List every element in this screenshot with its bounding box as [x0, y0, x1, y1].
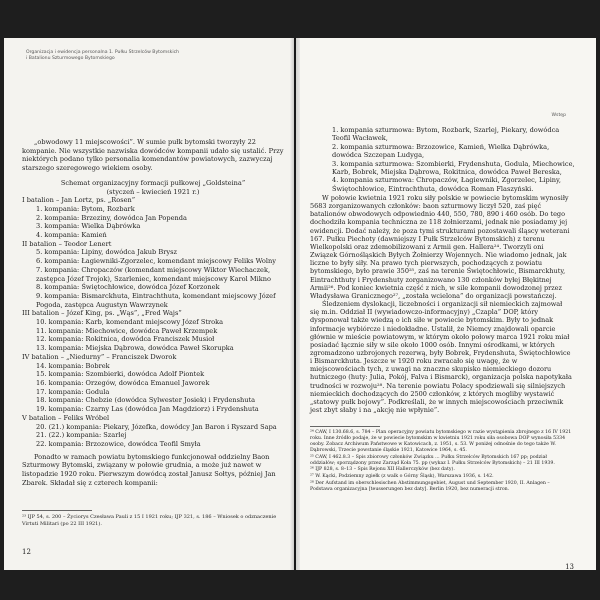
company-entry: 19. kompania: Czarny Las (dowódca Jan Magdziorz) i Frydenshuta: [36, 405, 259, 414]
company-entry: 10. kompania: Karb, komendant miejscowy Józef Stroka: [36, 318, 224, 327]
body-paragraph: Śledzeniem dyslokacji, liczebności i organizacji sił niemieckich zajmował się m.in. Oddział II (wywiadowczo-informacyjny) „Czapla” DOP, który dysponował także wiedzą o ich siłe w powiecie bytomskim. Były to jednak informacje wybiórcze i niedokładne. Ustalił, że Niemcy znajdowali oparcie głównie w mieście powiatowym, w którym około połowy marca 1921 roku miał posiadać łącznie siły w sile około 1000 osób. Innymi ośrodkami, w których zgromadzono uzbrojonych rezerwą, były Bobrek, Frydenshuta, Świętochłowice i Bismarckhuta. Jeszcze w 1920 roku zwracało się uwagę, że w miejscowościach tych, z uwagi na znaczne skupisko niemieckiego dozoru hutniczego (huty: Julia, Pokój, Falva i Bismarck), organizacja polska napotykała trudności w rozwoju²⁸. Na terenie powiatu Polacy spodziewali się silniejszych niemieckich dochodzących do 2500 członków, z których mogliby wystawić „statowy pułk bojowy”. Podkreślali, że w innych miejscowościach przeciwnik jest zbyt słaby i na „akcję nie wpłynie”.: [310, 300, 572, 415]
company-entry: 1. kompania: Bytom, Rozbark: [36, 204, 135, 213]
company-entry: 11. kompania: Miechowice, dowódca Paweł Krzempek: [36, 326, 218, 335]
footnote: ²⁵ CAW, I 462.8.3 – Spis zbiorowy członków Związku ... Pułku Strzelców Bytomskich 167 pp; podział oddziałów; sporządzony przez Zarząd Koła 75. pp (wykaz I. Pułku Strzelców Bytomskich) – 21 III 1939.: [310, 454, 555, 466]
company-entry: 8. kompania: Świętochłowice, dowódca Józef Korzonek: [36, 283, 220, 292]
footnote: ²⁸ Der Aufstand im oberschlesischen Abstimmungsgebiet, August und September 1920, II. Anlagen – Podstawa organizacyjna [teusserungen bez daty]. Berlin 1920, bez numeracji stron.: [310, 481, 550, 493]
running-head-line: i Batalionu Szturmowego Bytomskiego: [26, 56, 115, 61]
battalion-entry: V batalion – Feliks Wróbel: [22, 413, 110, 422]
company-entry: 22. kompania: Brzozowice, dowódca Teofil Smyła: [36, 439, 201, 448]
company-entry: 15. kompania: Szombierki, dowódca Adolf Piontek: [36, 370, 205, 379]
running-head-line: Organizacja i ewidencja personalna 1. Pułku Strzelców Bytomskich: [26, 50, 180, 55]
assault-company-list: [320, 126, 576, 193]
company-entry: 14. kompania: Bobrek: [36, 361, 110, 370]
page-number-left: 12: [22, 548, 31, 556]
company-entry: 21. (22.) kompania: Szarlej: [36, 431, 127, 440]
company-entry: 1. kompania szturmowa: Bytom, Rozbark, Szarlej, Piekary, dowódca Teofil Wacławek,: [332, 126, 560, 143]
company-entry: 3. kompania szturmowa: Szombierki, Frydenshuta, Godula, Miechowice, Karb, Bobrek, Miejska Dąbrowa, Rokitnica, dowódca Paweł Bereska,: [332, 159, 575, 177]
running-head-left: [26, 50, 179, 62]
footnotes-right: [310, 430, 572, 494]
page-number-right: 13: [565, 563, 574, 570]
footnote: ²⁶ IJP 828, s. 8–13 – Spis Rejonu XII Hallerczyków (bez daty).: [310, 467, 455, 473]
left-main-text: [22, 138, 284, 487]
company-entry: 18. kompania: Chebzie (dowódca Sylwester Josiek) i Frydenshuta: [36, 396, 256, 405]
company-entry: 5. kompania: Lipiny, dowódca Jakub Brysz: [36, 248, 177, 257]
right-main-text: [310, 194, 572, 414]
footnote-left: ²³ IJP 54, s. 200 – Życiorys Czesława Pauli z 15 I 1921 roku; IJP 321, s. 186 – Wniosek o odznaczenie Virtuti Militari (po 22 III 1921).: [22, 514, 277, 527]
schema-list: [22, 196, 284, 448]
company-entry: 4. kompania szturmowa: Chropaczów, Łagiewniki, Zgorzelec, Lipiny, Świętochłowice, Eintrachthuta, dowódca Roman Flaszyński.: [332, 176, 561, 193]
body-paragraph: W połowie kwietnia 1921 roku siły polskie w powiecie bytomskim wynosiły 5683 zorganizowanych członków: baon szturmowy liczył 520, zaś pięć batalionów obwodowych odpowiednio 440, 550, 780, 890 i 460 osób. Do tego dochodziła kompania techniczna ze 118 żołnierzami, jednak nie posiadamy jej ewidencji. Dodać należy, że poza tymi strukturami pozostawali śląscy weterani 167. Pułku Piechoty (dawniejszy I Pułk Strzelców Bytomskich) z terenu Wielkopolski oraz zdemobilizowani z Armii gen. Hallera²⁴. Tworzyli oni Związek Górnośląskich Byłych Żołnierzy Wojennych. Nie wiadomo jednak, jak liczne to były siły. Na prawo tych pierwszych, pochodzących z powiatu bytomskiego, było prawie 350²⁵, zaś na terenie Świętochłowic, Bismarckhuty, Eintrachthuty i Frydenshuty zorganizowano 130 członków byłej Błękitnej Armii²⁶. Pod koniec kwietnia część z nich, w sile kompanii dowodzonej przez Władysława Granicznego²⁷, „została wcielona” do organizacji powstańczej.: [310, 194, 570, 300]
right-page: [296, 38, 596, 570]
company-entry: 3. kompania: Wielka Dąbrówka: [36, 222, 141, 231]
footnote: ²⁴ CAW, I 130.68.6, s. 784 – Plan operacyjny powiatu bytomskiego w razie wystąpienia zbrojnego z 16 IV 1921 roku. Inne źródło podaje, że w powiecie bytomskim w kwietniu 1921 roku siła osobowa DOP wynosiła 5334 osoby. Zobacz Archiwum Państwowe w Katowicach, z. 1951, s. 53. W poniżej odnośnie do tego także W. Dąbrowski, Trzecie powstanie śląskie 1921, Katowice 1964, s. 45.: [310, 430, 572, 453]
footnote-rule: [22, 510, 92, 511]
footnote: ²⁷ W. Kącki, Podziemny zgiełk (z walk o Górny Śląsk), Warszawa 1936, s. 142.: [310, 474, 494, 480]
company-entry: 6. kompania: Łagiewniki-Zgorzelec, komendant miejscowy Feliks Wolny: [36, 257, 276, 266]
left-page: [4, 38, 294, 570]
company-entry: 2. kompania szturmowa: Brzozowice, Kamień, Wielka Dąbrówka, dowódca Szczepan Ludyga,: [332, 142, 550, 160]
book-gutter: [290, 38, 300, 570]
company-entry: 9. kompania: Bismarckhuta, Eintrachthuta, komendant miejscowy Józef Pogoda, zastępca Augustyn Wawrzynek: [36, 291, 276, 309]
company-entry: 16. kompania: Orzegów, dowódca Emanuel Jaworek: [36, 378, 210, 387]
running-head-right: Wstęp: [551, 113, 566, 118]
intro-paragraph: „obwodowy 11 miejscowości”. W sumie pułk bytomski tworzyły 22 kompanie. Nie wszystkie nazwiska dowódców kompanii udało się ustalić. Przy niektórych podano tylko personalia komendantów powiatowych, zazwyczaj starszego szeregowego wiekiem osoby.: [22, 138, 284, 173]
schema-date: (styczeń – kwiecień 1921 r.): [106, 187, 200, 196]
company-entry: 7. kompania: Chropaczów (komendant miejscowy Wiktor Wiechaczek, zastępca Józef Trojok), Szarleniec, komendant miejscowy Karol Mikno: [36, 265, 271, 283]
company-entry: 2. kompania: Brzeziny, dowódca Jan Popenda: [36, 213, 187, 222]
battalion-entry: IV batalion – „Niedurny” – Franciszek Dworok: [22, 352, 177, 361]
battalion-entry: III batalion – Józef King, ps. „Wąs”, „Fred Wajs”: [22, 309, 182, 318]
company-entry: 20. (21.) kompania: Piekary, Józefka, dowódcy Jan Baron i Ryszard Sapa: [36, 422, 277, 431]
closing-paragraph: Ponadto w ramach powiatu bytomskiego funkcjonował oddzielny Baon Szturmowy Bytomski, związany w połowie grudnia, a może już nawet w listopadzie 1920 roku. Pierwszym dowódcą został Janusz Sołtys, później Jan Zbarek. Składał się z czterech kompanii:: [22, 452, 276, 487]
footnote-rule: [310, 426, 380, 427]
company-entry: 12. kompania: Rokitnica, dowódca Franciszek Musioł: [36, 335, 215, 344]
battalion-entry: I batalion – Jan Lortz, ps. „Rosen”: [22, 196, 136, 205]
battalion-entry: II batalion – Teodor Lenert: [22, 239, 112, 248]
company-entry: 17. kompania: Godula: [36, 387, 110, 396]
schema-title: Schemat organizacyjny formacji pułkowej „Goldsteina”: [60, 178, 246, 187]
company-entry: 4. kompania: Kamień: [36, 231, 107, 240]
company-entry: 13. kompania: Miejska Dąbrowa, dowódca Paweł Skorupka: [36, 344, 234, 353]
